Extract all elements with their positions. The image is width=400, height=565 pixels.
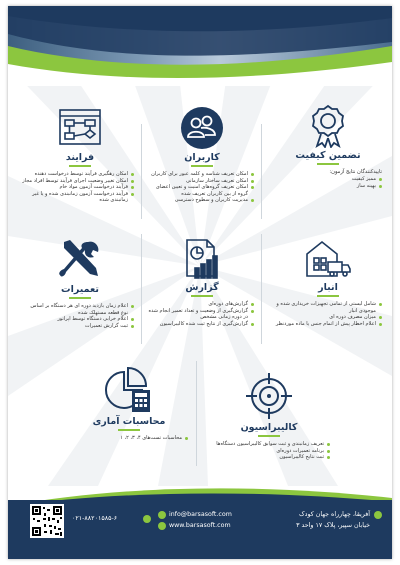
- section-title: تضمین کیفیت: [295, 150, 361, 161]
- list-item: امکان رهگیری فرآیند توسط درخواست دهنده: [22, 171, 134, 178]
- list-item: گزارش‌گیری از وضعیت و تعداد تعمیر انجام شده در دوره زمانی مشخص: [146, 308, 254, 321]
- list-item: امکان تعریف ساختار سازمانی: [146, 178, 254, 185]
- section-calibration: [204, 372, 334, 461]
- email-icon: [158, 511, 166, 519]
- footer: [8, 500, 392, 559]
- section-quality: [270, 104, 386, 189]
- phone-icon: [143, 515, 151, 523]
- feature-list: [146, 301, 258, 327]
- divider-line: [141, 124, 142, 219]
- title-underline: [258, 435, 280, 437]
- section-title: تعمیرات: [61, 284, 99, 295]
- tools-icon: [58, 238, 102, 282]
- list-item: بهینه ساز: [270, 183, 382, 190]
- section-title: فرایند: [65, 152, 95, 163]
- header-wave: [8, 6, 392, 86]
- section-title: کالیبراسیون: [240, 422, 298, 433]
- award-ribbon-icon: [310, 104, 346, 148]
- section-title: گزارش: [185, 282, 219, 293]
- footer-address-line2: خیابان سپیر، پلاک ۱۷ واحد ۳: [296, 522, 370, 529]
- website-icon: [158, 522, 166, 530]
- section-statistics: [66, 366, 192, 442]
- title-underline: [69, 165, 91, 167]
- section-reports: [146, 238, 258, 327]
- divider-line: [261, 124, 262, 219]
- feature-list: [146, 171, 258, 204]
- footer-email: info@barsasoft.com: [169, 511, 232, 518]
- feature-list: [204, 441, 334, 461]
- title-underline: [317, 163, 339, 165]
- section-title: انبار: [318, 282, 338, 293]
- feature-list: [66, 435, 192, 442]
- title-underline: [191, 165, 213, 167]
- list-item: ممیز کیفیت: [270, 176, 382, 183]
- feature-list: [270, 176, 386, 189]
- list-item: اعلام زمان بازدید دوره ای هر دستگاه بر اساس نوع قطعه مستهلک شده: [22, 303, 134, 316]
- list-item: گزارش‌گیری از نتایج ثبت شده کالیبراسیون: [146, 321, 254, 328]
- list-item: امکان تعریف گروه‌های امنیت و تعیین اعضای گروه از بین کاربران تعریف شده: [146, 184, 254, 197]
- qr-code-icon: [30, 504, 64, 538]
- list-item: مدیریت کاربران و سطوح دسترسی: [146, 197, 254, 204]
- pie-calculator-icon: [104, 366, 154, 414]
- list-item: شامل لیستی از تمامی تجهیزات خریداری شده و موجودی انبار: [270, 301, 382, 314]
- list-item: ثبت نتایج کالیبراسیون: [204, 454, 330, 461]
- divider-line: [261, 234, 262, 344]
- title-underline: [118, 429, 140, 431]
- report-chart-icon: [181, 238, 223, 280]
- title-underline: [317, 295, 339, 297]
- divider-line: [196, 361, 197, 466]
- list-item: گزارش‌های دوره‌ای: [146, 301, 254, 308]
- section-subtitle: تایید‌کنندگان نتایج آزمون:: [329, 169, 382, 175]
- title-underline: [191, 295, 213, 297]
- list-item: میزان مصرف دوره ای: [270, 314, 382, 321]
- divider-line: [141, 234, 142, 344]
- section-users: [146, 106, 258, 204]
- section-title: محاسبات آماری: [92, 416, 166, 427]
- list-item: امکان تغییر وضعیت اجرای فرآیند توسط افراد مجاز: [22, 178, 134, 185]
- list-item: اعلام خرابی دستگاه توسط اپراتور: [22, 316, 134, 323]
- list-item: فرآیند درخواست آزمون مواد خام: [22, 184, 134, 191]
- list-item: ثبت گزارش تعمیرات: [22, 323, 134, 330]
- title-underline: [69, 297, 91, 299]
- brochure-page: [8, 6, 392, 559]
- section-title: کاربران: [184, 152, 220, 163]
- feature-list: [22, 171, 138, 204]
- feature-list: [270, 301, 386, 327]
- footer-phone: ۰۲۱-۸۸۲۰۱۵۸۵-۶: [72, 515, 118, 522]
- section-warehouse: [270, 238, 386, 327]
- list-item: فرآیند درخواست آزمون زمانبندی شده و یا غیر زمانبندی شده: [22, 191, 134, 204]
- list-item: امکان تعریف شناسه و کلمه عبور برای کاربران: [146, 171, 254, 178]
- list-item: اعلام اخطار پیش از اتمام جنس یا ماده موردنظر: [270, 321, 382, 328]
- footer-address-line1: آفریقا، چهارراه جهان کودک: [299, 511, 370, 518]
- list-item: برنامه تعمیرات دوره‌ای: [204, 448, 330, 455]
- crosshair-icon: [245, 372, 293, 420]
- footer-website: www.barsasoft.com: [169, 522, 231, 529]
- flowchart-icon: [58, 106, 102, 150]
- feature-list: [22, 303, 138, 329]
- users-icon: [180, 106, 224, 150]
- list-item: تعریف زمانبندی و ثبت سوابق کالیبراسیون دستگاه‌ها: [204, 441, 330, 448]
- location-icon: [374, 511, 382, 519]
- list-item: محاسبات تست‌های ۴، ۳، ۲، ۱: [66, 435, 188, 442]
- section-repairs: [22, 238, 138, 329]
- section-process: [22, 106, 138, 204]
- warehouse-truck-icon: [304, 238, 352, 280]
